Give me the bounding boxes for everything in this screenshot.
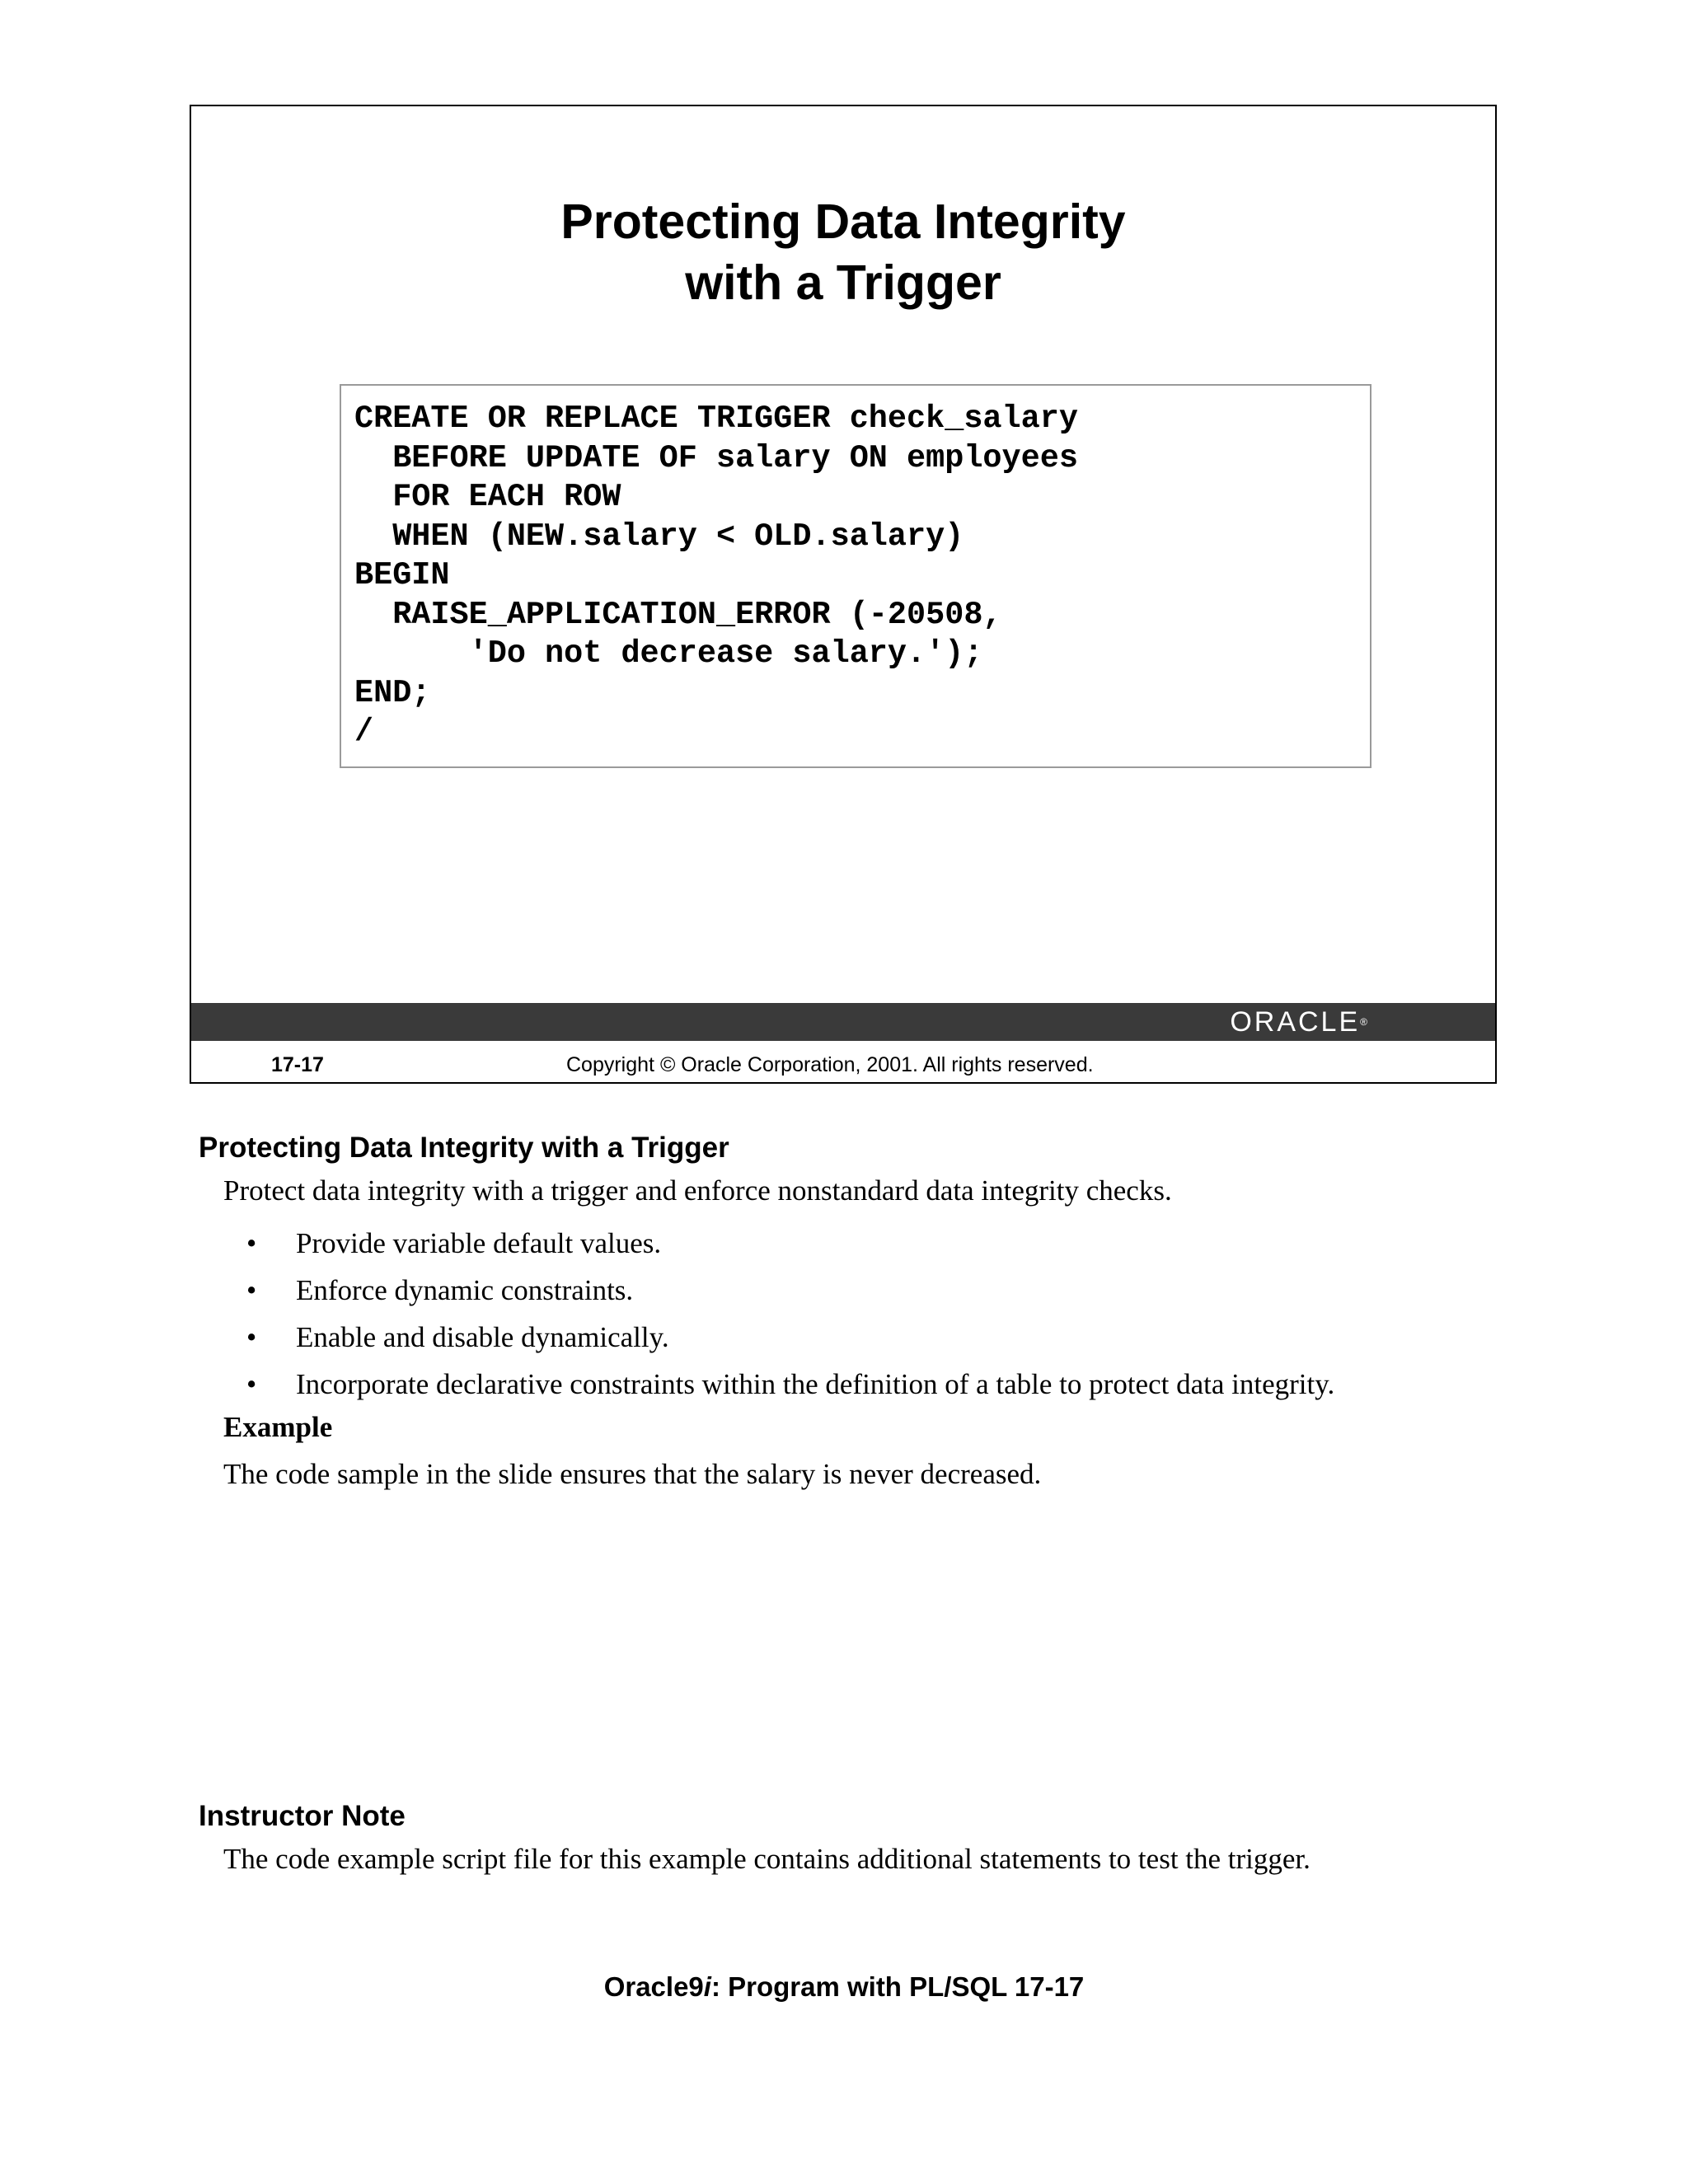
oracle-bar (191, 1003, 1495, 1041)
footer-product-italic: i (703, 1971, 711, 2002)
page-footer (0, 1970, 1688, 2004)
code-line: WHEN (NEW.salary < OLD.salary) (354, 518, 964, 555)
code-line: 'Do not decrease salary.'); (354, 635, 983, 672)
footer-product-suffix: : Program with PL/SQL 17-17 (710, 1971, 1085, 2002)
registered-mark: ® (1360, 1016, 1367, 1028)
instructor-note-text: The code example script file for this example contains additional statements to test the trigger. (223, 1843, 1311, 1875)
slide-copyright: Copyright © Oracle Corporation, 2001. All rights reserved. (566, 1053, 1094, 1076)
bullet-icon: • (246, 1227, 257, 1259)
bullet-text: Enable and disable dynamically. (296, 1321, 669, 1353)
code-line: / (354, 714, 374, 750)
bullet-icon: • (246, 1368, 257, 1400)
notes-intro: Protect data integrity with a trigger and enforce nonstandard data integrity checks. (223, 1174, 1172, 1207)
list-item (223, 1314, 1334, 1361)
oracle-logo-text: ORACLE (1230, 1006, 1361, 1038)
code-line: CREATE OR REPLACE TRIGGER check_salary (354, 401, 1078, 437)
slide-footer (191, 1050, 1495, 1080)
bullet-text: Enforce dynamic constraints. (296, 1274, 634, 1306)
notes-heading: Protecting Data Integrity with a Trigger (199, 1132, 729, 1164)
code-box (340, 384, 1372, 768)
code-line: END; (354, 674, 431, 711)
oracle-logo (1230, 1007, 1367, 1037)
bullet-icon: • (246, 1274, 257, 1306)
notes-bullet-list (223, 1220, 1334, 1408)
code-line: FOR EACH ROW (354, 479, 621, 515)
list-item (223, 1220, 1334, 1267)
code-line: BEFORE UPDATE OF salary ON employees (354, 439, 1078, 476)
code-line: BEGIN (354, 557, 450, 593)
code-line: RAISE_APPLICATION_ERROR (-20508, (354, 596, 1002, 633)
slide-number: 17-17 (271, 1053, 324, 1076)
slide-title-line-2: with a Trigger (685, 255, 1001, 310)
slide-title (191, 191, 1495, 313)
list-item (223, 1267, 1334, 1314)
footer-product-prefix: Oracle9 (603, 1971, 704, 2002)
bullet-text: Incorporate declarative constraints within the definition of a table to protect data integrity. (296, 1368, 1335, 1400)
example-text: The code sample in the slide ensures that the salary is never decreased. (223, 1458, 1042, 1490)
bullet-icon: • (246, 1321, 257, 1353)
example-label: Example (223, 1411, 333, 1443)
instructor-note-heading: Instructor Note (199, 1800, 406, 1832)
list-item (223, 1361, 1334, 1408)
bullet-text: Provide variable default values. (296, 1227, 662, 1259)
slide-title-line-1: Protecting Data Integrity (560, 194, 1126, 249)
slide-frame (190, 105, 1497, 1084)
